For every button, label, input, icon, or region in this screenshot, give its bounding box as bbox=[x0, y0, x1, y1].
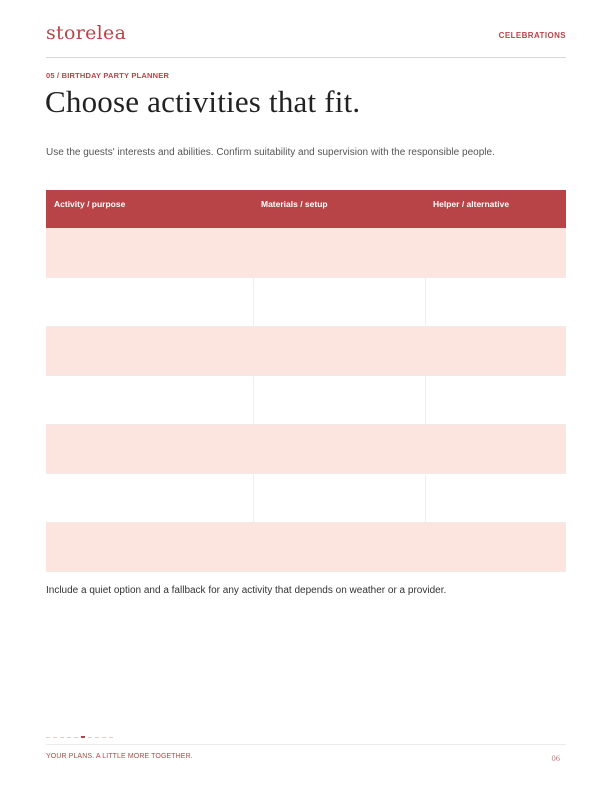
materials-cell[interactable] bbox=[253, 277, 425, 326]
helper-cell[interactable] bbox=[425, 522, 566, 571]
table-row bbox=[46, 277, 566, 326]
page-eyebrow: 05 / BIRTHDAY PARTY PLANNER bbox=[46, 71, 170, 80]
table-row bbox=[46, 424, 566, 473]
progress-dot-active bbox=[81, 736, 85, 738]
progress-dot bbox=[102, 737, 106, 738]
progress-dot bbox=[67, 737, 71, 738]
activity-cell[interactable] bbox=[46, 522, 253, 571]
page-title: Choose activities that fit. bbox=[45, 84, 361, 119]
progress-dot bbox=[74, 737, 78, 738]
activity-cell[interactable] bbox=[46, 277, 253, 326]
column-header-materials: Materials / setup bbox=[253, 190, 425, 228]
table-row bbox=[46, 473, 566, 522]
materials-cell[interactable] bbox=[253, 326, 425, 375]
activity-cell[interactable] bbox=[46, 375, 253, 424]
progress-dot bbox=[95, 737, 99, 738]
activity-cell[interactable] bbox=[46, 473, 253, 522]
helper-cell[interactable] bbox=[425, 473, 566, 522]
page-progress-dots bbox=[46, 736, 113, 738]
activity-cell[interactable] bbox=[46, 228, 253, 277]
materials-cell[interactable] bbox=[253, 228, 425, 277]
footnote-text: Include a quiet option and a fallback for any activity that depends on weather or a provider. bbox=[46, 585, 447, 596]
header-divider bbox=[46, 57, 566, 58]
progress-dot bbox=[109, 737, 113, 738]
helper-cell[interactable] bbox=[425, 228, 566, 277]
activity-cell[interactable] bbox=[46, 326, 253, 375]
table-row bbox=[46, 522, 566, 571]
footer-divider bbox=[46, 744, 566, 745]
table-row bbox=[46, 326, 566, 375]
column-header-helper: Helper / alternative bbox=[425, 190, 566, 228]
activities-table bbox=[46, 190, 566, 572]
activity-cell[interactable] bbox=[46, 424, 253, 473]
materials-cell[interactable] bbox=[253, 473, 425, 522]
progress-dot bbox=[46, 737, 50, 738]
intro-text: Use the guests' interests and abilities. Confirm suitability and supervision with the responsible people. bbox=[46, 147, 495, 158]
section-label: CELEBRATIONS bbox=[498, 31, 566, 40]
helper-cell[interactable] bbox=[425, 277, 566, 326]
materials-cell[interactable] bbox=[253, 424, 425, 473]
helper-cell[interactable] bbox=[425, 424, 566, 473]
brand-logo: storelea bbox=[46, 22, 127, 44]
materials-cell[interactable] bbox=[253, 375, 425, 424]
footer-tagline: YOUR PLANS. A LITTLE MORE TOGETHER. bbox=[46, 753, 193, 760]
helper-cell[interactable] bbox=[425, 326, 566, 375]
materials-cell[interactable] bbox=[253, 522, 425, 571]
table-row bbox=[46, 375, 566, 424]
table-header-row bbox=[46, 190, 566, 228]
column-header-activity: Activity / purpose bbox=[46, 190, 253, 228]
progress-dot bbox=[60, 737, 64, 738]
progress-dot bbox=[53, 737, 57, 738]
progress-dot bbox=[88, 737, 92, 738]
table-row bbox=[46, 228, 566, 277]
page-number: 06 bbox=[551, 753, 560, 763]
helper-cell[interactable] bbox=[425, 375, 566, 424]
